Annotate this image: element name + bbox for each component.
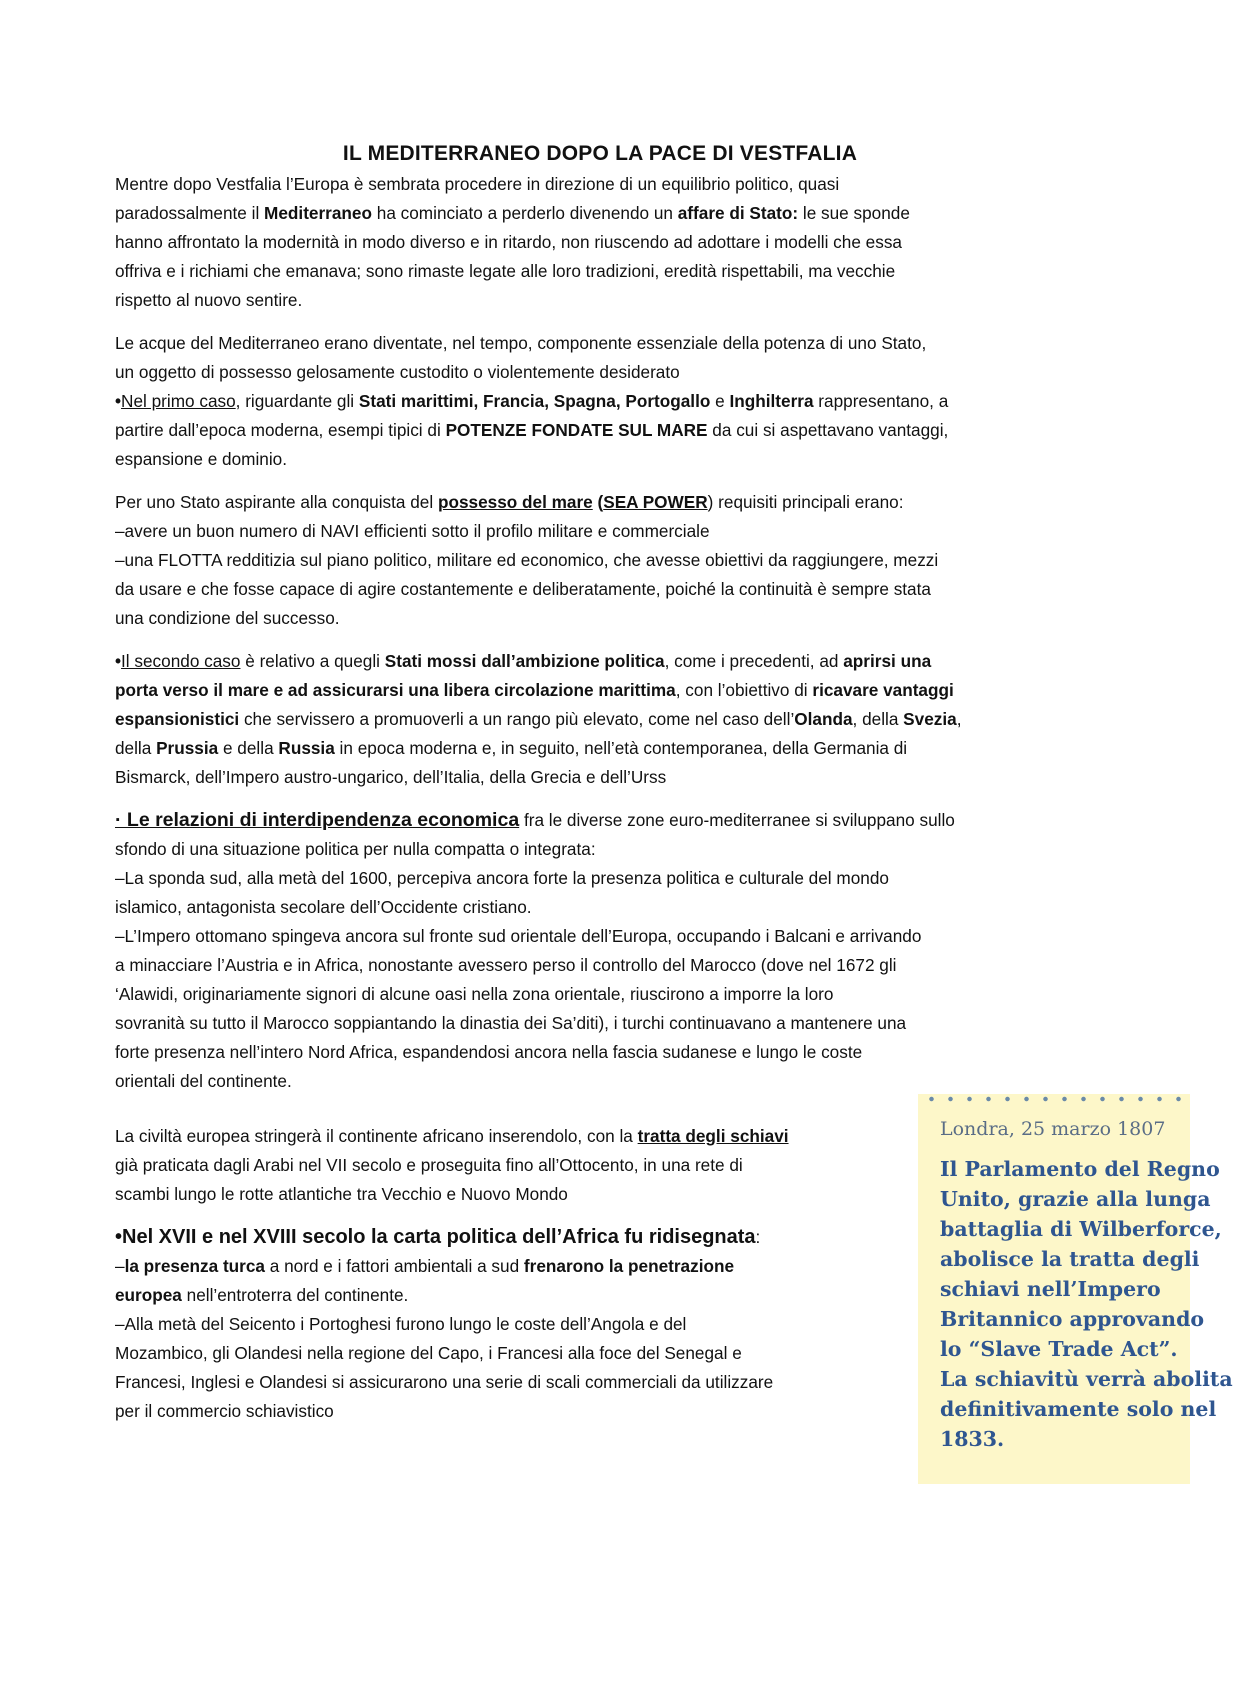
sidebar-text: Il Parlamento del Regno Unito, grazie alla lunga battaglia di Wilberforce, abolisce la tratta degli schiavi nell’Impero Britannico approvando lo “Slave Trade Act”. La schiavitù verrà abolita definitivamente solo nel 1833. — [940, 1157, 1233, 1451]
document-title: IL MEDITERRANEO DOPO LA PACE DI VESTFALIA — [342, 142, 858, 165]
paragraph-vestfalia: Mentre dopo Vestfalia l’Europa è sembrata procedere in direzione di un equilibrio politico, quasi paradossalmente il Mediterraneo ha cominciato a perderlo divenendo un affare di Stato: le sue sponde hanno affrontato la modernità in modo diverso e in ritardo, non riuscendo ad adottare i modelli che essa offriva e i richiami che emanava; sono rimaste legate alle loro tradizioni, eredità rispettabili, ma vecchie rispetto al nuovo sentire. — [115, 174, 910, 310]
paragraph-tratta: La civiltà europea stringerà il continente africano inserendolo, con la tratta degli schiavi già praticata dagli Arabi nel VII secolo e proseguita fino all’Ottocento, in una rete di scambi lungo le rotte atlantiche tra Vecchio e Nuovo Mondo — [115, 1126, 789, 1204]
sidebar-date: Londra, 25 marzo 1807 — [940, 1118, 1166, 1140]
paragraph-sea-power: Per uno Stato aspirante alla conquista del possesso del mare (SEA POWER) requisiti principali erano: –avere un buon numero di NAVI efficienti sotto il profilo militare e commerciale –una FLOTTA redditizia sul piano politico, militare ed economico, che avesse obiettivi da raggiungere, mezzi da usare e che fosse capace di agire costantemente e deliberatamente, poiché la continuità è sempre stata una condizione del successo. — [115, 492, 939, 628]
paragraph-africa: •Nel XVII e nel XVIII secolo la carta politica dell’Africa fu ridisegnata: –la presenza turca a nord e i fattori ambientali a sud frenarono la penetrazione europea nell’entroterra del continente. –Alla metà del Seicento i Portoghesi furono lungo le coste dell’Angola e del Mozambico, gli Olandesi nella regione del Capo, i Francesi alla foce del Senegal e Francesi, Inglesi e Olandesi si assicurarono una serie di scali commerciali da utilizzare per il commercio schiavistico — [115, 1226, 774, 1421]
dotted-border — [918, 1094, 1190, 1104]
sidebar-note — [918, 1094, 1233, 1484]
paragraph-primo-caso: Le acque del Mediterraneo erano diventate, nel tempo, componente essenziale della potenza di uno Stato, un oggetto di possesso gelosamente custodito o violentemente desiderato •Nel primo caso, riguardante gli Stati marittimi, Francia, Spagna, Portogallo e Inghilterra rappresentano, a partire dall’epoca moderna, esempi tipici di POTENZE FONDATE SUL MARE da cui si aspettavano vantaggi, espansione e dominio. — [115, 333, 949, 469]
paragraph-interdipendenza: · Le relazioni di interdipendenza economica fra le diverse zone euro-mediterranee si sviluppano sullo sfondo di una situazione politica per nulla compatta o integrata: –La sponda sud, alla metà del 1600, percepiva ancora forte la presenza politica e culturale del mondo islamico, antagonista secolare dell’Occidente cristiano. –L’Impero ottomano spingeva ancora sul fronte sud orientale dell’Europa, occupando i Balcani e arrivando a minacciare l’Austria e in Africa, nonostante avessero perso il controllo del Marocco (dove nel 1672 gli ‘Alawidi, originariamente signori di alcune oasi nella zona orientale, riuscirono a imporre la loro sovranità su tutto il Marocco soppiantando la dinastia dei Sa’diti), i turchi continuavano a mantenere una forte presenza nell’intero Nord Africa, espandendosi ancora nella fascia sudanese e lungo le coste orientali del continente. — [115, 809, 955, 1091]
paragraph-secondo-caso: •Il secondo caso è relativo a quegli Stati mossi dall’ambizione politica, come i precedenti, ad aprirsi una porta verso il mare e ad assicurarsi una libera circolazione marittima, con l’obiettivo di ricavare vantaggi espansionistici che servissero a promuoverli a un rango più elevato, come nel caso dell’Olanda, della Svezia, della Prussia e della Russia in epoca moderna e, in seguito, nell’età contemporanea, della Germania di Bismarck, dell’Impero austro-ungarico, dell’Italia, della Grecia e dell’Urss — [115, 651, 962, 787]
